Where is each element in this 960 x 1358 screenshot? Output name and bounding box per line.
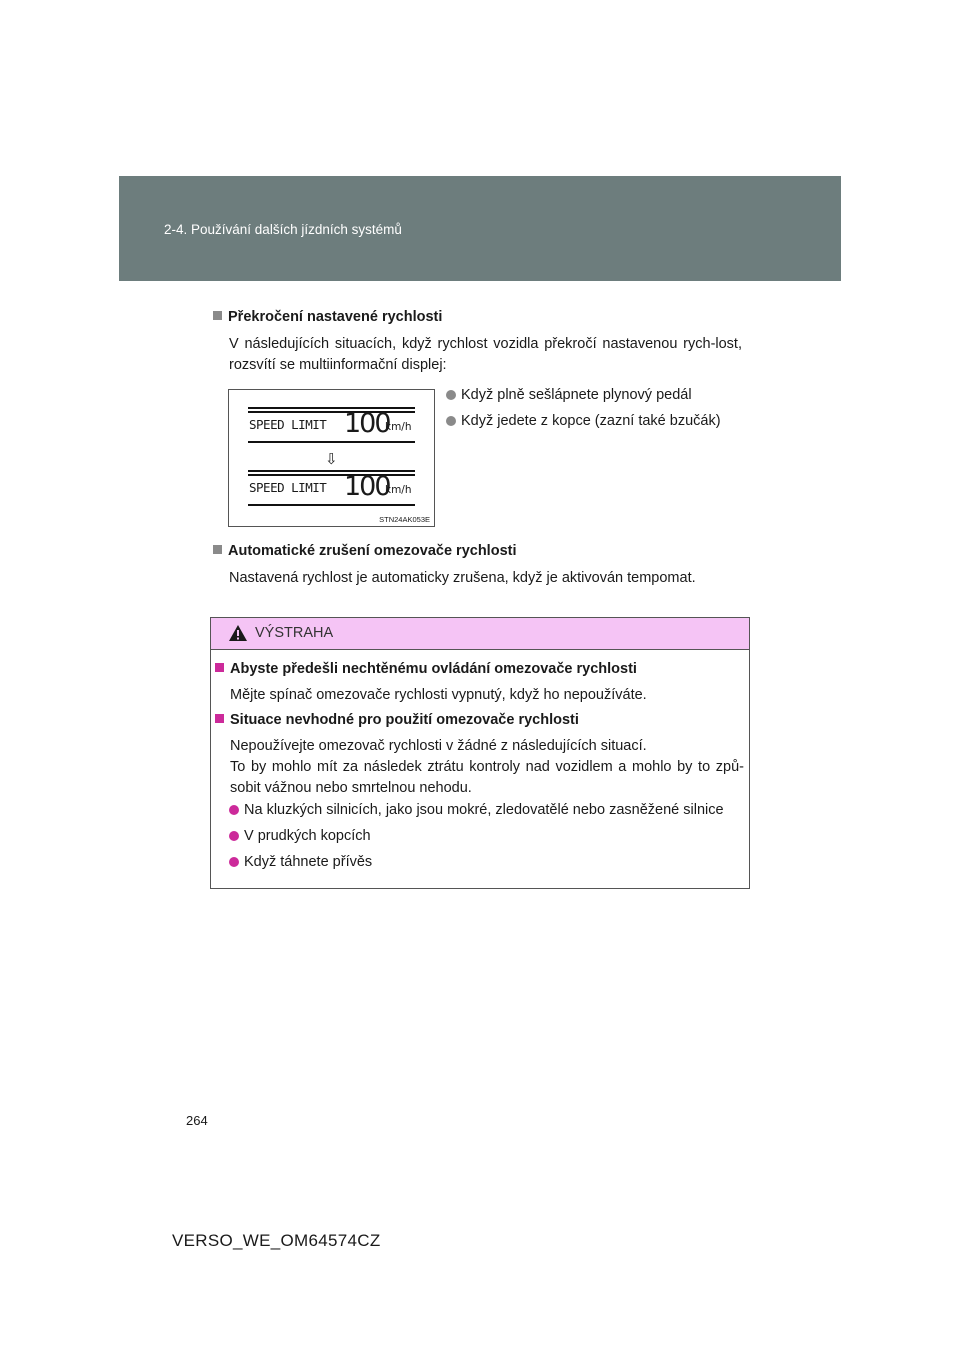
list-item	[229, 828, 371, 844]
list-item-text: Když plně sešlápnete plynový pedál	[461, 387, 692, 403]
square-bullet-icon	[215, 714, 224, 723]
warning-paragraph: Nepoužívejte omezovač rychlosti v žádné z následujících situací.	[230, 738, 647, 754]
warning-paragraph: Mějte spínač omezovače rychlosti vypnutý, když ho nepoužíváte.	[230, 687, 647, 703]
warning-item-title	[215, 661, 637, 677]
speed-value: 100	[344, 471, 390, 502]
speed-limit-label: SPEED LIMIT	[249, 417, 327, 432]
warning-item-title-text: Abyste předešli nechtěnému ovládání omezovače rychlosti	[230, 661, 637, 677]
list-item-text: Na kluzkých silnicích, jako jsou mokré, zledovatělé nebo zasněžené silnice	[244, 802, 724, 818]
warning-header	[211, 618, 749, 650]
section-paragraph: V následujících situacích, když rychlost vozidla překročí nastavenou rych-lost, rozsvítí se multiinformační displej:	[229, 336, 742, 373]
bullet-dot-icon	[446, 416, 456, 426]
figure-code: STN24AK053E	[379, 515, 430, 524]
speed-value: 100	[344, 408, 390, 439]
list-item	[446, 413, 721, 429]
list-item-text: Když táhnete přívěs	[244, 854, 373, 870]
section-paragraph: Nastavená rychlost je automaticky zrušena, když je aktivován tempomat.	[229, 570, 696, 586]
page-number: 264	[186, 1113, 208, 1128]
speed-unit: km/h	[385, 421, 412, 433]
lcd-line	[248, 441, 415, 443]
lcd-panel-bottom	[248, 470, 415, 506]
bullet-dot-icon	[446, 390, 456, 400]
list-item-text: Když jedete z kopce (zazní také bzučák)	[461, 413, 721, 429]
bullet-dot-icon	[229, 857, 239, 867]
list-item	[229, 854, 372, 870]
section-title-text: Překročení nastavené rychlosti	[228, 309, 443, 325]
section-title-speed-exceeded	[213, 309, 442, 325]
lcd-line	[248, 504, 415, 506]
document-code: VERSO_WE_OM64574CZ	[172, 1231, 381, 1250]
warning-title: VÝSTRAHA	[255, 625, 334, 641]
list-item-text: V prudkých kopcích	[244, 828, 371, 844]
section-title-text: Automatické zrušení omezovače rychlosti	[228, 543, 517, 559]
display-illustration	[228, 389, 435, 527]
chapter-header	[119, 176, 841, 281]
square-bullet-icon	[213, 545, 222, 554]
section-title-auto-cancel	[213, 543, 517, 559]
list-item	[229, 802, 724, 818]
bullet-dot-icon	[229, 831, 239, 841]
warning-item-title	[215, 712, 579, 728]
warning-box	[210, 617, 750, 889]
chapter-title: 2-4. Používání dalších jízdních systémů	[164, 222, 402, 237]
warning-paragraph: To by mohlo mít za následek ztrátu kontroly nad vozidlem a mohlo by to způ-sobit vážnou nebo smrtelnou nehodu.	[230, 759, 744, 796]
list-item	[446, 387, 692, 403]
speed-limit-label: SPEED LIMIT	[249, 480, 327, 495]
bullet-dot-icon	[229, 805, 239, 815]
square-bullet-icon	[213, 311, 222, 320]
warning-triangle-icon	[228, 624, 248, 642]
lcd-panel-top	[248, 407, 415, 443]
speed-unit: km/h	[385, 484, 412, 496]
down-arrow-icon: ⇩	[325, 451, 338, 468]
square-bullet-icon	[215, 663, 224, 672]
warning-item-title-text: Situace nevhodné pro použití omezovače rychlosti	[230, 712, 579, 728]
